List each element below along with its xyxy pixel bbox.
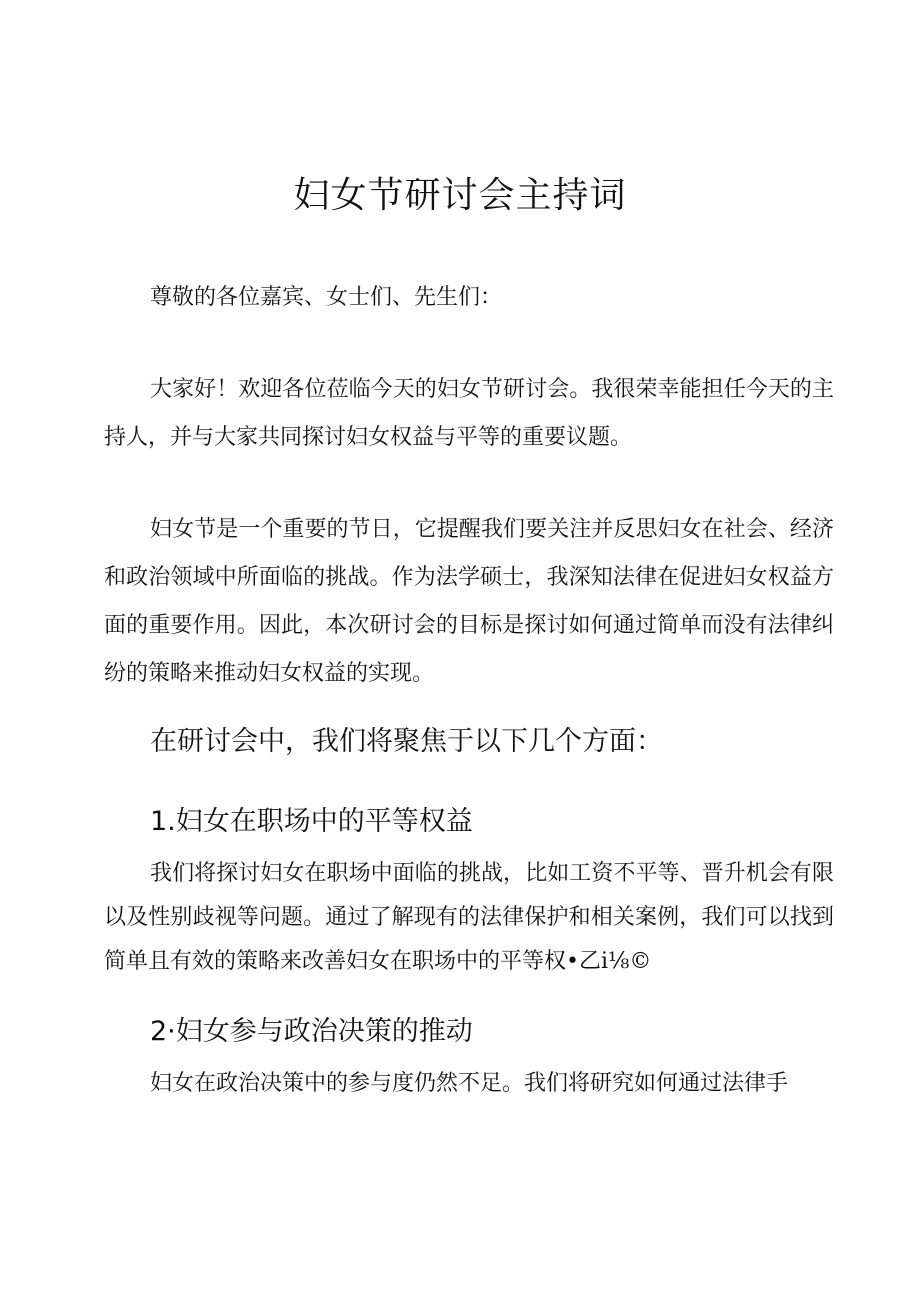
- body-paragraph-welcome: 大家好！欢迎各位莅临今天的妇女节研讨会。我很荣幸能担任今天的主持人，并与大家共同探讨妇女权益与平等的重要议题。: [104, 377, 834, 450]
- section-intro: 在研讨会中，我们将聚焦于以下几个方面：: [150, 726, 663, 757]
- section-heading-workplace: 1.妇女在职场中的平等权益: [150, 806, 473, 837]
- section-heading-politics: 2·妇女参与政治决策的推动: [150, 1016, 473, 1047]
- document-title: 妇女节研讨会主持词: [293, 175, 627, 216]
- salutation: 尊敬的各位嘉宾、女士们、先生们：: [150, 285, 503, 310]
- body-paragraph-purpose: 妇女节是一个重要的节日，它提醒我们要关注并反思妇女在社会、经济和政治领域中所面临的挑战。作为法学硕士，我深知法律在促进妇女权益方面的重要作用。因此，本次研讨会的目标是探讨如何通过简单而没有法律纠纷的策略来推动妇女权益的实现。: [104, 517, 834, 686]
- section-text-workplace: 我们将探讨妇女在职场中面临的挑战，比如工资不平等、晋升机会有限以及性别歧视等问题。通过了解现有的法律保护和相关案例，我们可以找到简单且有效的策略来改善妇女在职场中的平等权•乙i⅛©: [104, 861, 834, 974]
- section-text-politics: 妇女在政治决策中的参与度仍然不足。我们将研究如何通过法律手: [150, 1071, 789, 1096]
